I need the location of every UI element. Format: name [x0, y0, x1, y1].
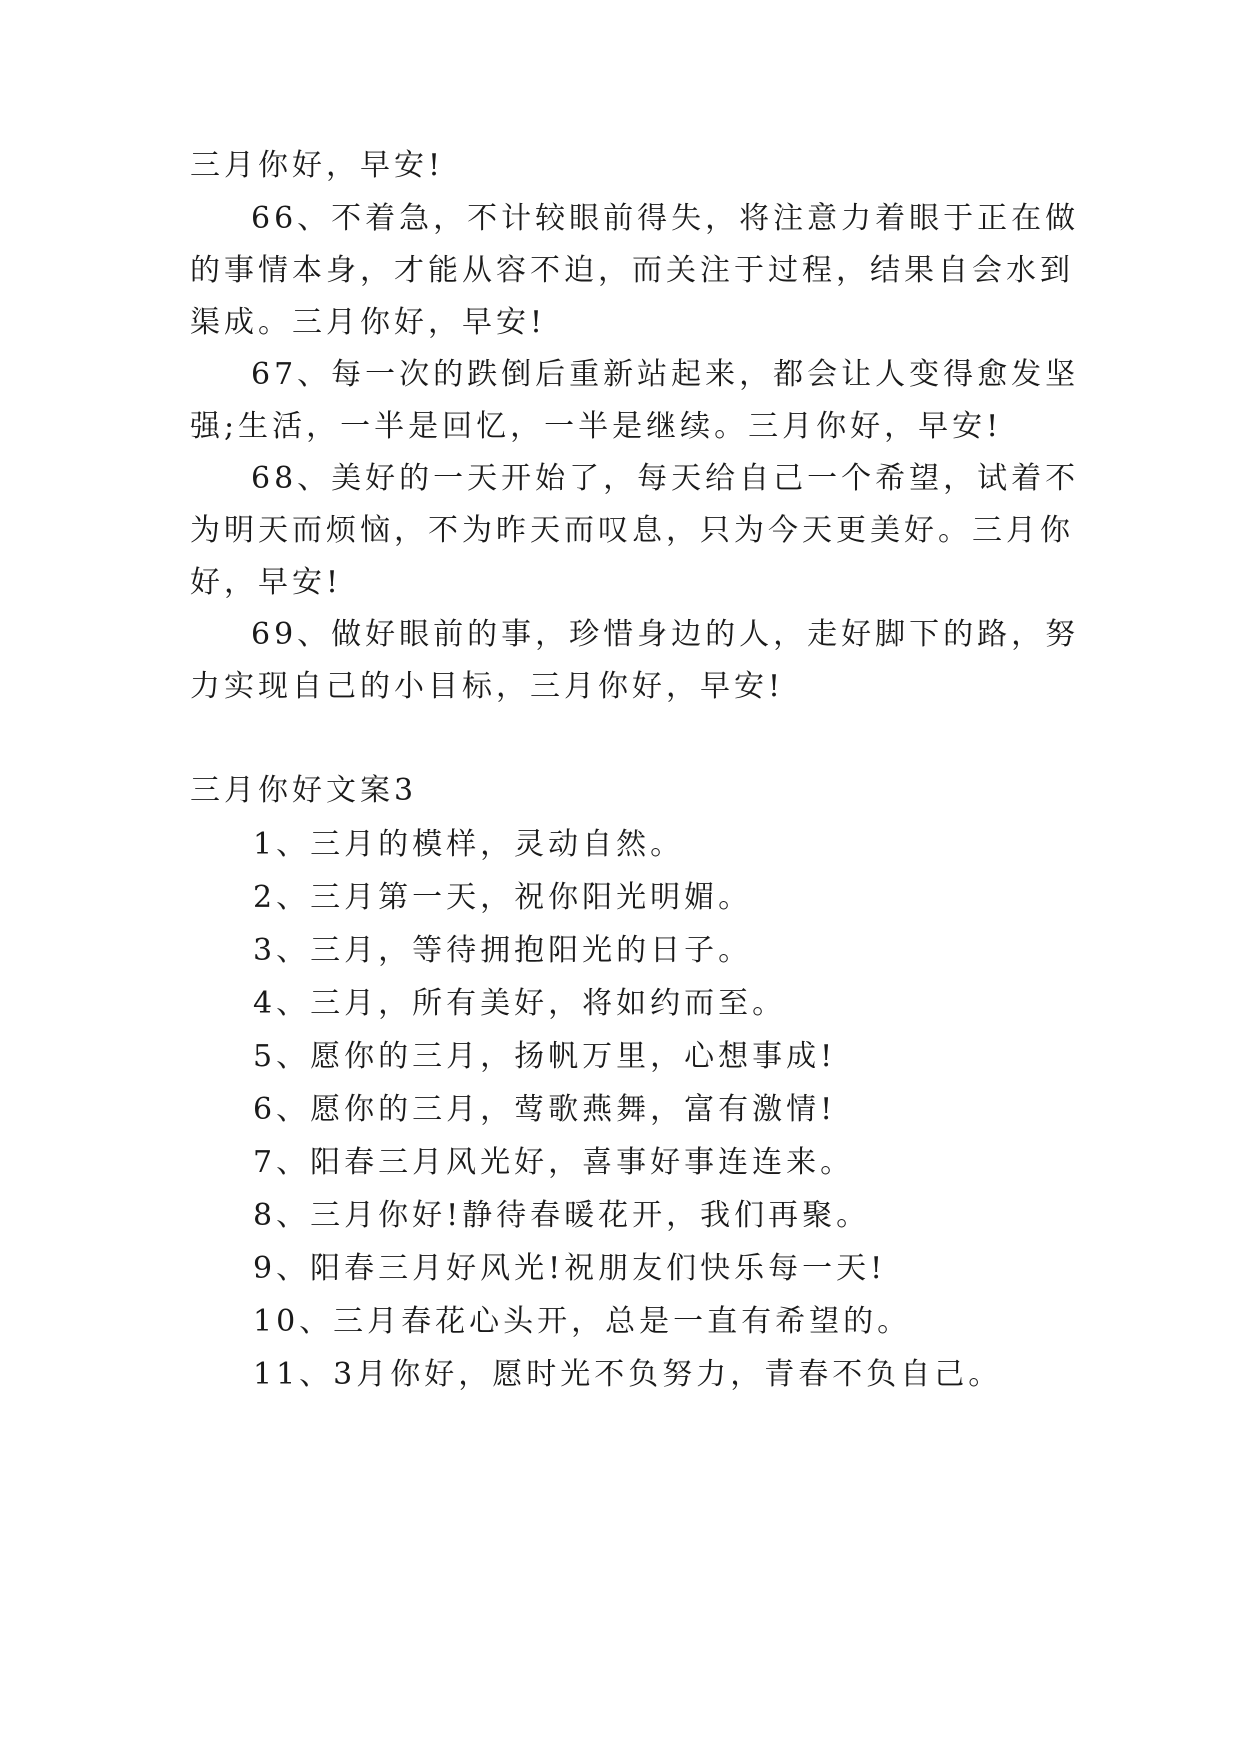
entry-67-line-2: 强;生活，一半是回忆，一半是继续。三月你好，早安! — [190, 409, 1003, 444]
entry-66-line-2: 的事情本身，才能从容不迫，而关注于过程，结果自会水到 — [190, 253, 1074, 288]
entry-68-line-3: 好，早安! — [190, 565, 343, 600]
list-item: 10、三月春花心头开，总是一直有希望的。 — [253, 1304, 912, 1339]
entry-69-line-1: 69、做好眼前的事，珍惜身边的人，走好脚下的路，努 — [251, 617, 1080, 652]
entry-66-line-3: 渠成。三月你好，早安! — [190, 305, 547, 340]
list-item: 3、三月，等待拥抱阳光的日子。 — [253, 933, 753, 968]
intro-tail-line: 三月你好，早安! — [190, 148, 445, 183]
list-item: 9、阳春三月好风光!祝朋友们快乐每一天! — [253, 1251, 887, 1286]
list-item: 11、3月你好，愿时光不负努力，青春不负自己。 — [253, 1357, 1003, 1392]
entry-66-line-1: 66、不着急，不计较眼前得失，将注意力着眼于正在做 — [251, 201, 1080, 236]
list-item: 6、愿你的三月，莺歌燕舞，富有激情! — [253, 1092, 837, 1127]
entry-68-line-1: 68、美好的一天开始了，每天给自己一个希望，试着不 — [251, 461, 1080, 496]
entry-67-line-1: 67、每一次的跌倒后重新站起来，都会让人变得愈发坚 — [251, 357, 1080, 392]
list-item: 1、三月的模样，灵动自然。 — [253, 827, 685, 862]
entry-68-line-2: 为明天而烦恼，不为昨天而叹息，只为今天更美好。三月你 — [190, 513, 1074, 548]
list-item: 8、三月你好!静待春暖花开，我们再聚。 — [253, 1198, 871, 1233]
list-item: 7、阳春三月风光好，喜事好事连连来。 — [253, 1145, 855, 1180]
entry-69-line-2: 力实现自己的小目标，三月你好，早安! — [190, 669, 785, 704]
list-item: 4、三月，所有美好，将如约而至。 — [253, 986, 787, 1021]
list-item: 2、三月第一天，祝你阳光明媚。 — [253, 880, 753, 915]
list-item: 5、愿你的三月，扬帆万里，心想事成! — [253, 1039, 837, 1074]
section-heading: 三月你好文案3 — [190, 773, 418, 808]
